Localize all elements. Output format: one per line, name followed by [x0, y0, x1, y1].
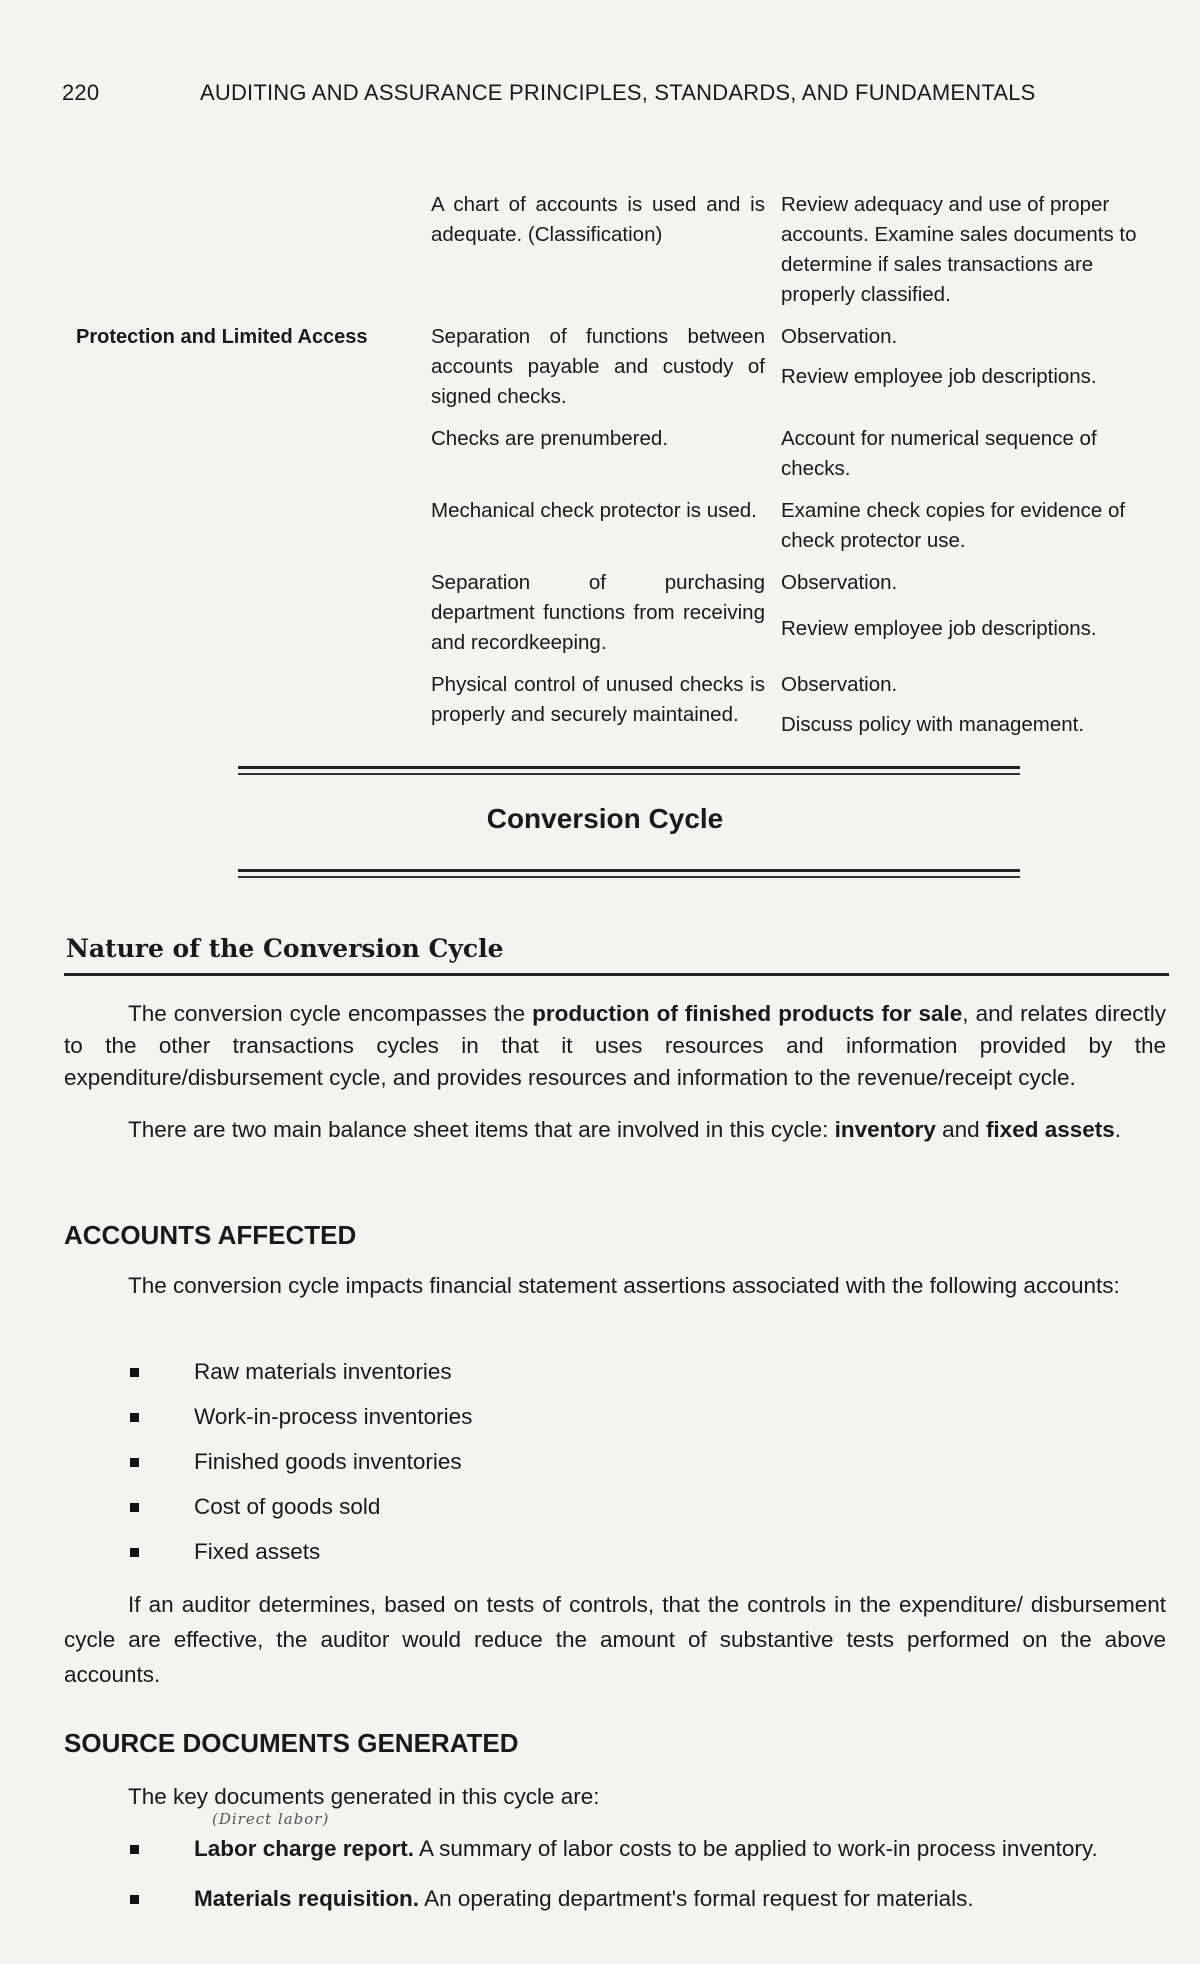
- source-docs-list: [130, 1834, 1170, 1914]
- accounts-conclusion: If an auditor determines, based on tests of controls, that the controls in the expenditure/ disbursement cycle are effective, the auditor would reduce the amount of substantive tests performed on the above accounts.: [64, 1592, 1166, 1687]
- double-rule-top: [238, 766, 1020, 775]
- list-item: Materials requisition. An operating department's formal request for materials.: [130, 1884, 1170, 1914]
- test-cell: Examine check copies for evidence of check protector use.: [781, 499, 1126, 552]
- source-docs-intro: The key documents generated in this cycle are:: [128, 1784, 600, 1809]
- objective-cell: Protection and Limited Access: [76, 326, 368, 348]
- accounts-heading: ACCOUNTS AFFECTED: [64, 1220, 357, 1250]
- objective-cell: [76, 670, 431, 740]
- list-item: Raw materials inventories: [130, 1357, 472, 1402]
- double-rule-bottom: [238, 869, 1020, 878]
- list-item: Cost of goods sold: [130, 1492, 472, 1537]
- objective-cell: [76, 568, 431, 658]
- running-title: AUDITING AND ASSURANCE PRINCIPLES, STANDARDS, AND FUNDAMENTALS: [200, 80, 1036, 105]
- table-row: [76, 496, 1156, 556]
- list-item: Fixed assets: [130, 1537, 472, 1582]
- nature-paragraph-2: There are two main balance sheet items that are involved in this cycle: inventory and fixed assets.: [128, 1117, 1122, 1142]
- list-item: Labor charge report. A summary of labor costs to be applied to work-in process inventory.: [130, 1834, 1170, 1864]
- objective-cell: [76, 190, 431, 310]
- test-cell: Observation. Review employee job descriptions.: [781, 571, 1097, 640]
- table-row: [76, 568, 1156, 658]
- test-cell: Observation. Review employee job descriptions.: [781, 325, 1097, 388]
- test-cell: Account for numerical sequence of checks.: [781, 427, 1097, 480]
- table-row: [76, 670, 1156, 740]
- objective-cell: [76, 496, 431, 556]
- control-cell: Separation of functions between accounts payable and custody of signed checks.: [431, 325, 765, 408]
- accounts-intro: The conversion cycle impacts financial statement assertions associated with the following accounts:: [128, 1273, 1120, 1298]
- page-number: 220: [62, 80, 100, 105]
- table-row: [76, 424, 1156, 484]
- control-cell: Separation of purchasing department functions from receiving and recordkeeping.: [431, 571, 765, 654]
- accounts-list: [130, 1357, 472, 1582]
- control-cell: A chart of accounts is used and is adequate. (Classification): [431, 193, 765, 246]
- control-cell: Physical control of unused checks is properly and securely maintained.: [431, 673, 765, 726]
- control-cell: Checks are prenumbered.: [431, 427, 669, 450]
- handwritten-annotation: (Direct labor): [212, 1810, 330, 1828]
- list-item: Finished goods inventories: [130, 1447, 472, 1492]
- table-row: [76, 322, 1156, 412]
- cycle-title: Conversion Cycle: [486, 803, 724, 834]
- table-row: [76, 190, 1156, 310]
- nature-paragraph-1: The conversion cycle encompasses the production of finished products for sale, and relates directly to the other transactions cycles in that it uses resources and information provided by the expenditure/disbursement cycle, and provides resources and information to the revenue/receipt cycle.: [64, 1001, 1166, 1090]
- control-cell: Mechanical check protector is used.: [431, 499, 757, 522]
- list-item: Work-in-process inventories: [130, 1402, 472, 1447]
- test-cell: Observation. Discuss policy with management.: [781, 673, 1085, 736]
- objective-cell: [76, 424, 431, 484]
- controls-table: [76, 190, 1156, 740]
- source-docs-heading: SOURCE DOCUMENTS GENERATED: [64, 1728, 519, 1758]
- test-cell: Review adequacy and use of proper accounts. Examine sales documents to determine if sales transactions are properly classified.: [781, 193, 1137, 306]
- heading-rule: [64, 973, 1169, 976]
- nature-heading: Nature of the Conversion Cycle: [66, 934, 504, 963]
